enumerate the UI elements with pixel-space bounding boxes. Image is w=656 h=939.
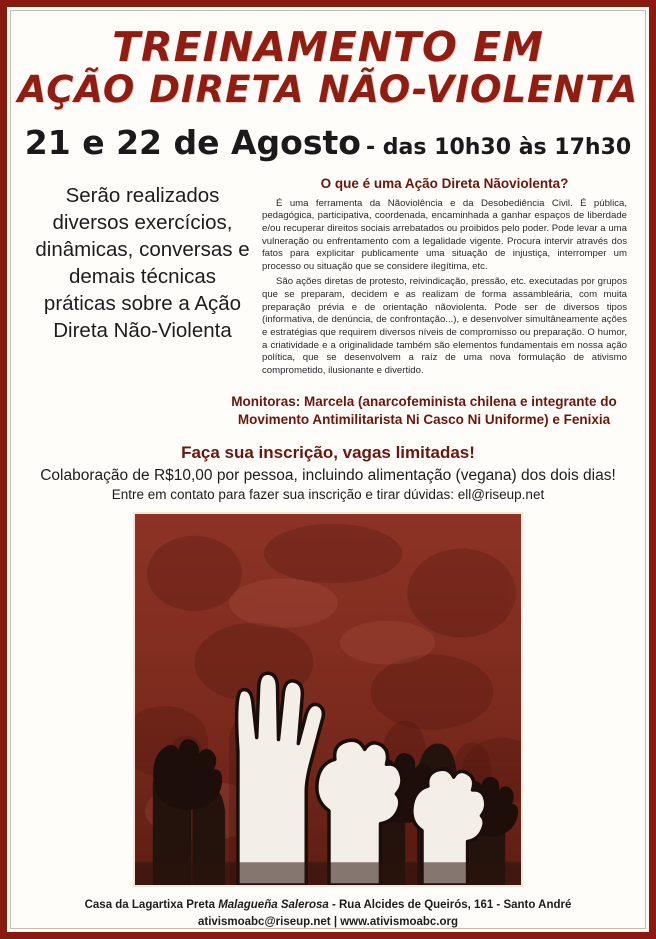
registration-block [11, 443, 645, 502]
left-column [35, 176, 250, 381]
poster-inner-frame [10, 10, 646, 929]
right-paragraph-2: São ações diretas de protesto, reivindicação, pressão, etc. executadas por grupos que se preparam, decidem e as realizam de forma assambleária, com muita preparação prévia e de orientação nãoviolenta. Pode ser de diversos tipos (informativa, de denúncia, de confrontação...), e desenvolver simultâneamente ações e estratégias que requirem diversos níveis de compromisso ou preparação. O humor, a criatividade e a originalidade também são elementos fundamentais em nossa ação política, que se desenvolvem a raíz de uma nova formulação de ativismo comprometido, ilusionante e divertido. [262, 276, 627, 377]
footer-venue [11, 897, 645, 914]
registration-title: Faça sua inscrição, vagas limitadas! [181, 443, 475, 463]
footer-contacts [11, 914, 645, 931]
event-time: - das 10h30 às 17h30 [366, 134, 632, 160]
right-column-heading: O que é uma Ação Direta Nãoviolenta? [320, 175, 569, 191]
event-date-line [11, 123, 645, 162]
monitors-line-2: Movimento Antimilitarista Ni Casco Ni Uniforme) e Fenixia [237, 411, 611, 427]
footer-email-link[interactable]: ativismoabc@riseup.net [197, 915, 331, 928]
monitors-block [221, 393, 627, 429]
footer-venue-italic: Malagueña Salerosa [218, 899, 329, 912]
event-date: 21 e 22 de Agosto [24, 122, 361, 162]
right-paragraph-1: É uma ferramenta da Nãoviolência e da Desobediência Civil. É pública, pedagógica, participativa, coordenada, encaminhada a ganhar espaços de liberdade e/ou recuperar direitos sociais arrebatados ou proibidos pelo poder. Pode levar a uma vulneração ou enfrentamento com a legalidade vigente. Procura intervir através dos fatos para explicitar publicamente uma situação de injustiça, interromper um processo ou situação que se considere ilegítima, etc. [262, 197, 627, 272]
left-column-text: Serão realizados diversos exercícios, dinâmicas, conversas e demais técnicas práticas sobre a Ação Direta Não-Violenta [35, 183, 250, 342]
footer-separator: | [330, 915, 341, 928]
footer-site-link[interactable]: www.ativismoabc.org [340, 915, 459, 928]
footer-venue-suffix: - Rua Alcides de Queirós, 161 - Santo André [328, 899, 572, 912]
monitors-line-1: Monitoras: Marcela (anarcofeminista chilena e integrante do [231, 393, 617, 409]
right-column [250, 176, 627, 381]
title-block [11, 11, 645, 109]
artwork-container [133, 512, 523, 887]
registration-fee: Colaboração de R$10,00 por pessoa, incluindo alimentação (vegana) dos dois dias! [40, 467, 616, 485]
footer [11, 897, 645, 930]
footer-venue-prefix: Casa da Lagartixa Preta [84, 899, 219, 912]
registration-contact: Entre em contato para fazer sua inscrição e tirar dúvidas: ell@riseup.net [111, 487, 545, 503]
right-column-body [262, 198, 627, 378]
poster-title-line-1: TREINAMENTO EM [112, 23, 544, 71]
poster-title-line-2: AÇÃO DIRETA NÃO-VIOLENTA [17, 67, 639, 111]
raised-fists-illustration [133, 512, 523, 887]
content-columns [11, 176, 645, 381]
